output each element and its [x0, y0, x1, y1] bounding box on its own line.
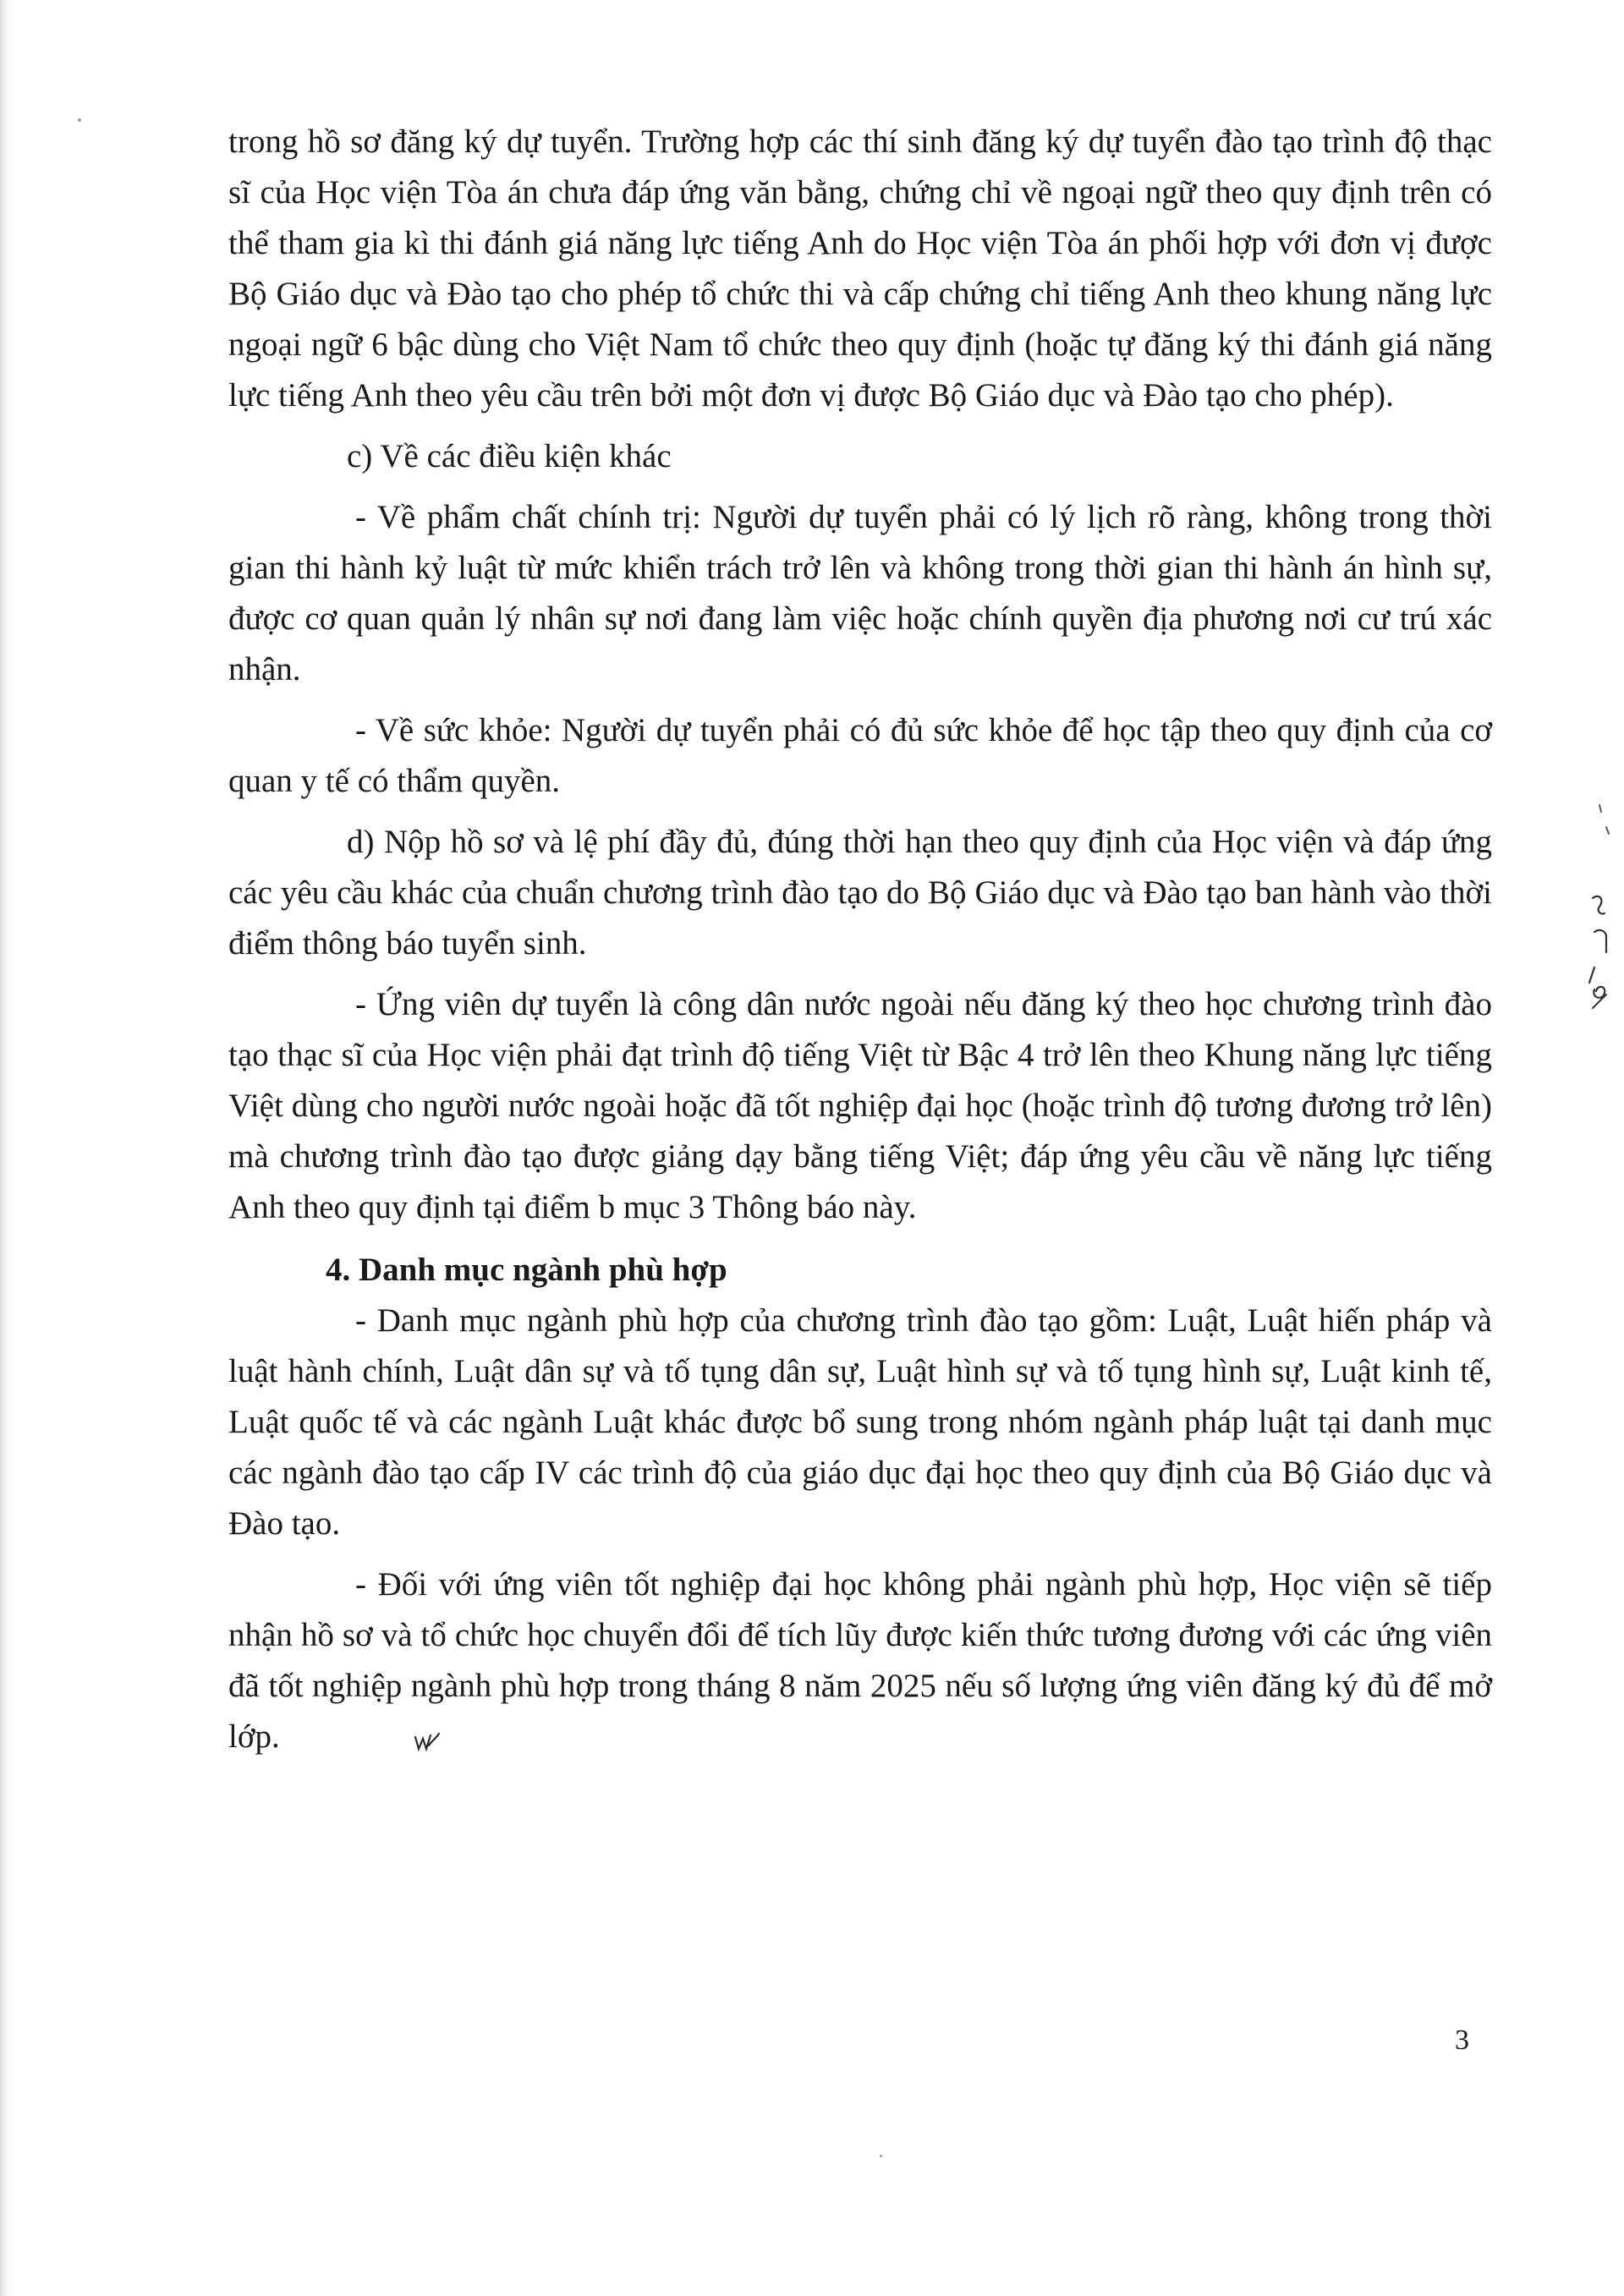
paragraph-major-list: - Danh mục ngành phù hợp của chương trình đào tạo gồm: Luật, Luật hiến pháp và luật hành chính, Luật dân sự và tố tụng dân sự, Luật hình sự và tố tụng hình sự, Luật kinh tế, Luật quốc tế và các ngành Luật khác được bổ sung trong nhóm ngành pháp luật tại danh mục các ngành đào tạo cấp IV các trình độ của giáo dục đại học theo quy định của Bộ Giáo dục và Đào tạo. — [228, 1302, 1492, 1542]
paragraph-submit-documents: d) Nộp hồ sơ và lệ phí đầy đủ, đúng thời hạn theo quy định của Học viện và đáp ứng các yêu cầu khác của chuẩn chương trình đào tạo do Bộ Giáo dục và Đào tạo ban hành vào thời điểm thông báo tuyển sinh. — [228, 824, 1492, 962]
margin-handwriting-marks — [1569, 786, 1620, 1108]
scan-speck — [880, 2155, 882, 2157]
paragraph-conversion-course — [228, 1559, 1492, 1767]
paragraph-conversion-course-text: - Đối với ứng viên tốt nghiệp đại học không phải ngành phù hợp, Học viện sẽ tiếp nhận hồ sơ và tổ chức học chuyển đổi để tích lũy được kiến thức tương đương với các ứng viên đã tốt nghiệp ngành phù hợp trong tháng 8 năm 2025 nếu số lượng ứng viên đăng ký đủ để mở lớp. — [228, 1566, 1492, 1755]
paragraph-other-conditions-title: c) Về các điều kiện khác — [347, 438, 672, 474]
paragraph-language-requirement: trong hồ sơ đăng ký dự tuyển. Trường hợp các thí sinh đăng ký dự tuyển đào tạo trình độ thạc sĩ của Học viện Tòa án chưa đáp ứng văn bằng, chứng chỉ về ngoại ngữ theo quy định trên có thể tham gia kì thi đánh giá năng lực tiếng Anh do Học viện Tòa án phối hợp với đơn vị được Bộ Giáo dục và Đào tạo cho phép tổ chức thi và cấp chứng chỉ tiếng Anh theo khung năng lực ngoại ngữ 6 bậc dùng cho Việt Nam tổ chức theo quy định (hoặc tự đăng ký thi đánh giá năng lực tiếng Anh theo yêu cầu trên bởi một đơn vị được Bộ Giáo dục và Đào tạo cho phép). — [228, 123, 1492, 414]
scan-left-edge — [0, 0, 14, 2296]
handwritten-initials — [287, 1717, 441, 1767]
paragraph-foreign-candidates: - Ứng viên dự tuyển là công dân nước ngoài nếu đăng ký theo học chương trình đào tạo thạc sĩ của Học viện phải đạt trình độ tiếng Việt từ Bậc 4 trở lên theo Khung năng lực tiếng Việt dùng cho người nước ngoài hoặc đã tốt nghiệp đại học (hoặc trình độ tương đương trở lên) mà chương trình đào tạo được giảng dạy bằng tiếng Việt; đáp ứng yêu cầu về năng lực tiếng Anh theo quy định tại điểm b mục 3 Thông báo này. — [228, 986, 1492, 1225]
paragraph-health: - Về sức khỏe: Người dự tuyển phải có đủ sức khỏe để học tập theo quy định của cơ quan y tế có thẩm quyền. — [228, 712, 1492, 799]
page-number: 3 — [1455, 2025, 1469, 2056]
document-body — [228, 117, 1492, 1767]
section-heading-suitable-majors: 4. Danh mục ngành phù hợp — [326, 1252, 727, 1288]
scan-speck — [78, 118, 81, 122]
paragraph-political-quality: - Về phẩm chất chính trị: Người dự tuyển phải có lý lịch rõ ràng, không trong thời gian thi hành kỷ luật từ mức khiển trách trở lên và không trong thời gian thi hành án hình sự, được cơ quan quản lý nhân sự nơi đang làm việc hoặc chính quyền địa phương nơi cư trú xác nhận. — [228, 499, 1492, 688]
